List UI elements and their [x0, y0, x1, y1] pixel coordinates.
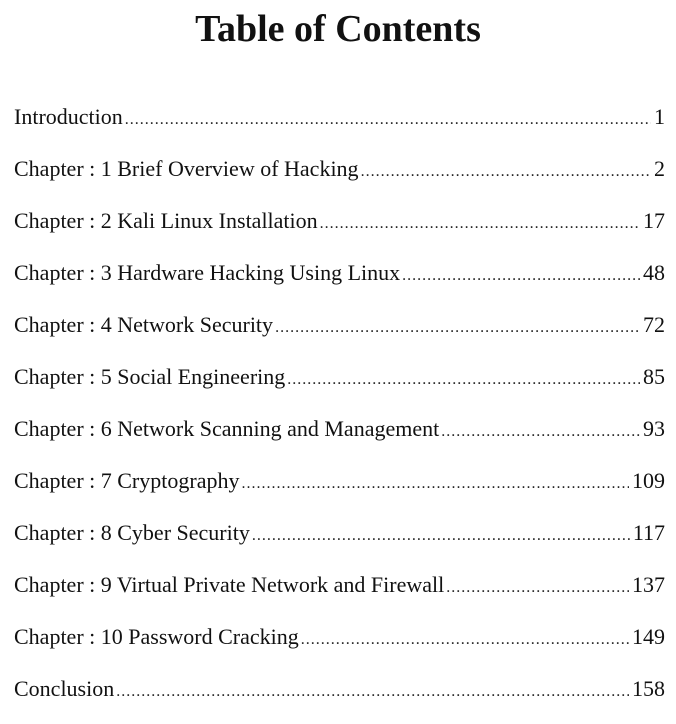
toc-entry-label: Chapter : 4 Network Security — [14, 312, 274, 337]
toc-entry-page-number: 117 — [632, 520, 665, 545]
dot-leader — [446, 571, 629, 605]
dot-leader — [252, 519, 630, 553]
toc-entry-chapter-6 — [14, 412, 665, 464]
dot-leader — [125, 103, 651, 137]
toc-entry-page-number: 93 — [643, 416, 665, 441]
toc-entry-page-number: 137 — [632, 572, 665, 597]
toc-entry-conclusion — [14, 672, 665, 724]
page-title: Table of Contents — [195, 8, 481, 50]
dot-leader — [241, 467, 629, 501]
toc-entry-chapter-3 — [14, 256, 665, 308]
dot-leader — [320, 207, 640, 241]
toc-entry-chapter-8 — [14, 516, 665, 568]
toc-entry-label: Chapter : 2 Kali Linux Installation — [14, 208, 318, 233]
toc-entry-label: Chapter : 10 Password Cracking — [14, 624, 299, 649]
toc-entry-label: Chapter : 3 Hardware Hacking Using Linux — [14, 260, 401, 285]
toc-entry-chapter-4 — [14, 308, 665, 360]
toc-entry-page-number: 72 — [643, 312, 665, 337]
toc-entry-page-number: 2 — [654, 156, 665, 181]
toc-entry-label: Conclusion — [14, 676, 115, 701]
toc-entry-page-number: 109 — [632, 468, 665, 493]
toc-entry-label: Chapter : 1 Brief Overview of Hacking — [14, 156, 359, 181]
toc-list — [14, 100, 665, 724]
dot-leader — [441, 415, 640, 449]
toc-entry-chapter-9 — [14, 568, 665, 620]
dot-leader — [301, 623, 629, 657]
toc-entry-label: Chapter : 7 Cryptography — [14, 468, 240, 493]
dot-leader — [275, 311, 640, 345]
toc-entry-label: Chapter : 9 Virtual Private Network and Firewall — [14, 572, 445, 597]
toc-entry-label: Chapter : 8 Cyber Security — [14, 520, 250, 545]
toc-entry-label: Chapter : 5 Social Engineering — [14, 364, 286, 389]
toc-entry-label: Chapter : 6 Network Scanning and Management — [14, 416, 440, 441]
dot-leader — [402, 259, 640, 293]
toc-entry-chapter-7 — [14, 464, 665, 516]
toc-entry-page-number: 149 — [632, 624, 665, 649]
toc-entry-chapter-5 — [14, 360, 665, 412]
toc-entry-page-number: 158 — [632, 676, 665, 701]
dot-leader — [287, 363, 640, 397]
dot-leader — [361, 155, 651, 189]
toc-entry-chapter-2 — [14, 204, 665, 256]
toc-entry-chapter-10 — [14, 620, 665, 672]
toc-entry-page-number: 1 — [654, 104, 665, 129]
dot-leader — [116, 675, 629, 709]
toc-entry-page-number: 85 — [643, 364, 665, 389]
toc-entry-page-number: 48 — [643, 260, 665, 285]
toc-entry-chapter-1 — [14, 152, 665, 204]
toc-entry-page-number: 17 — [643, 208, 665, 233]
toc-entry-introduction — [14, 100, 665, 152]
toc-entry-label: Introduction — [14, 104, 123, 129]
